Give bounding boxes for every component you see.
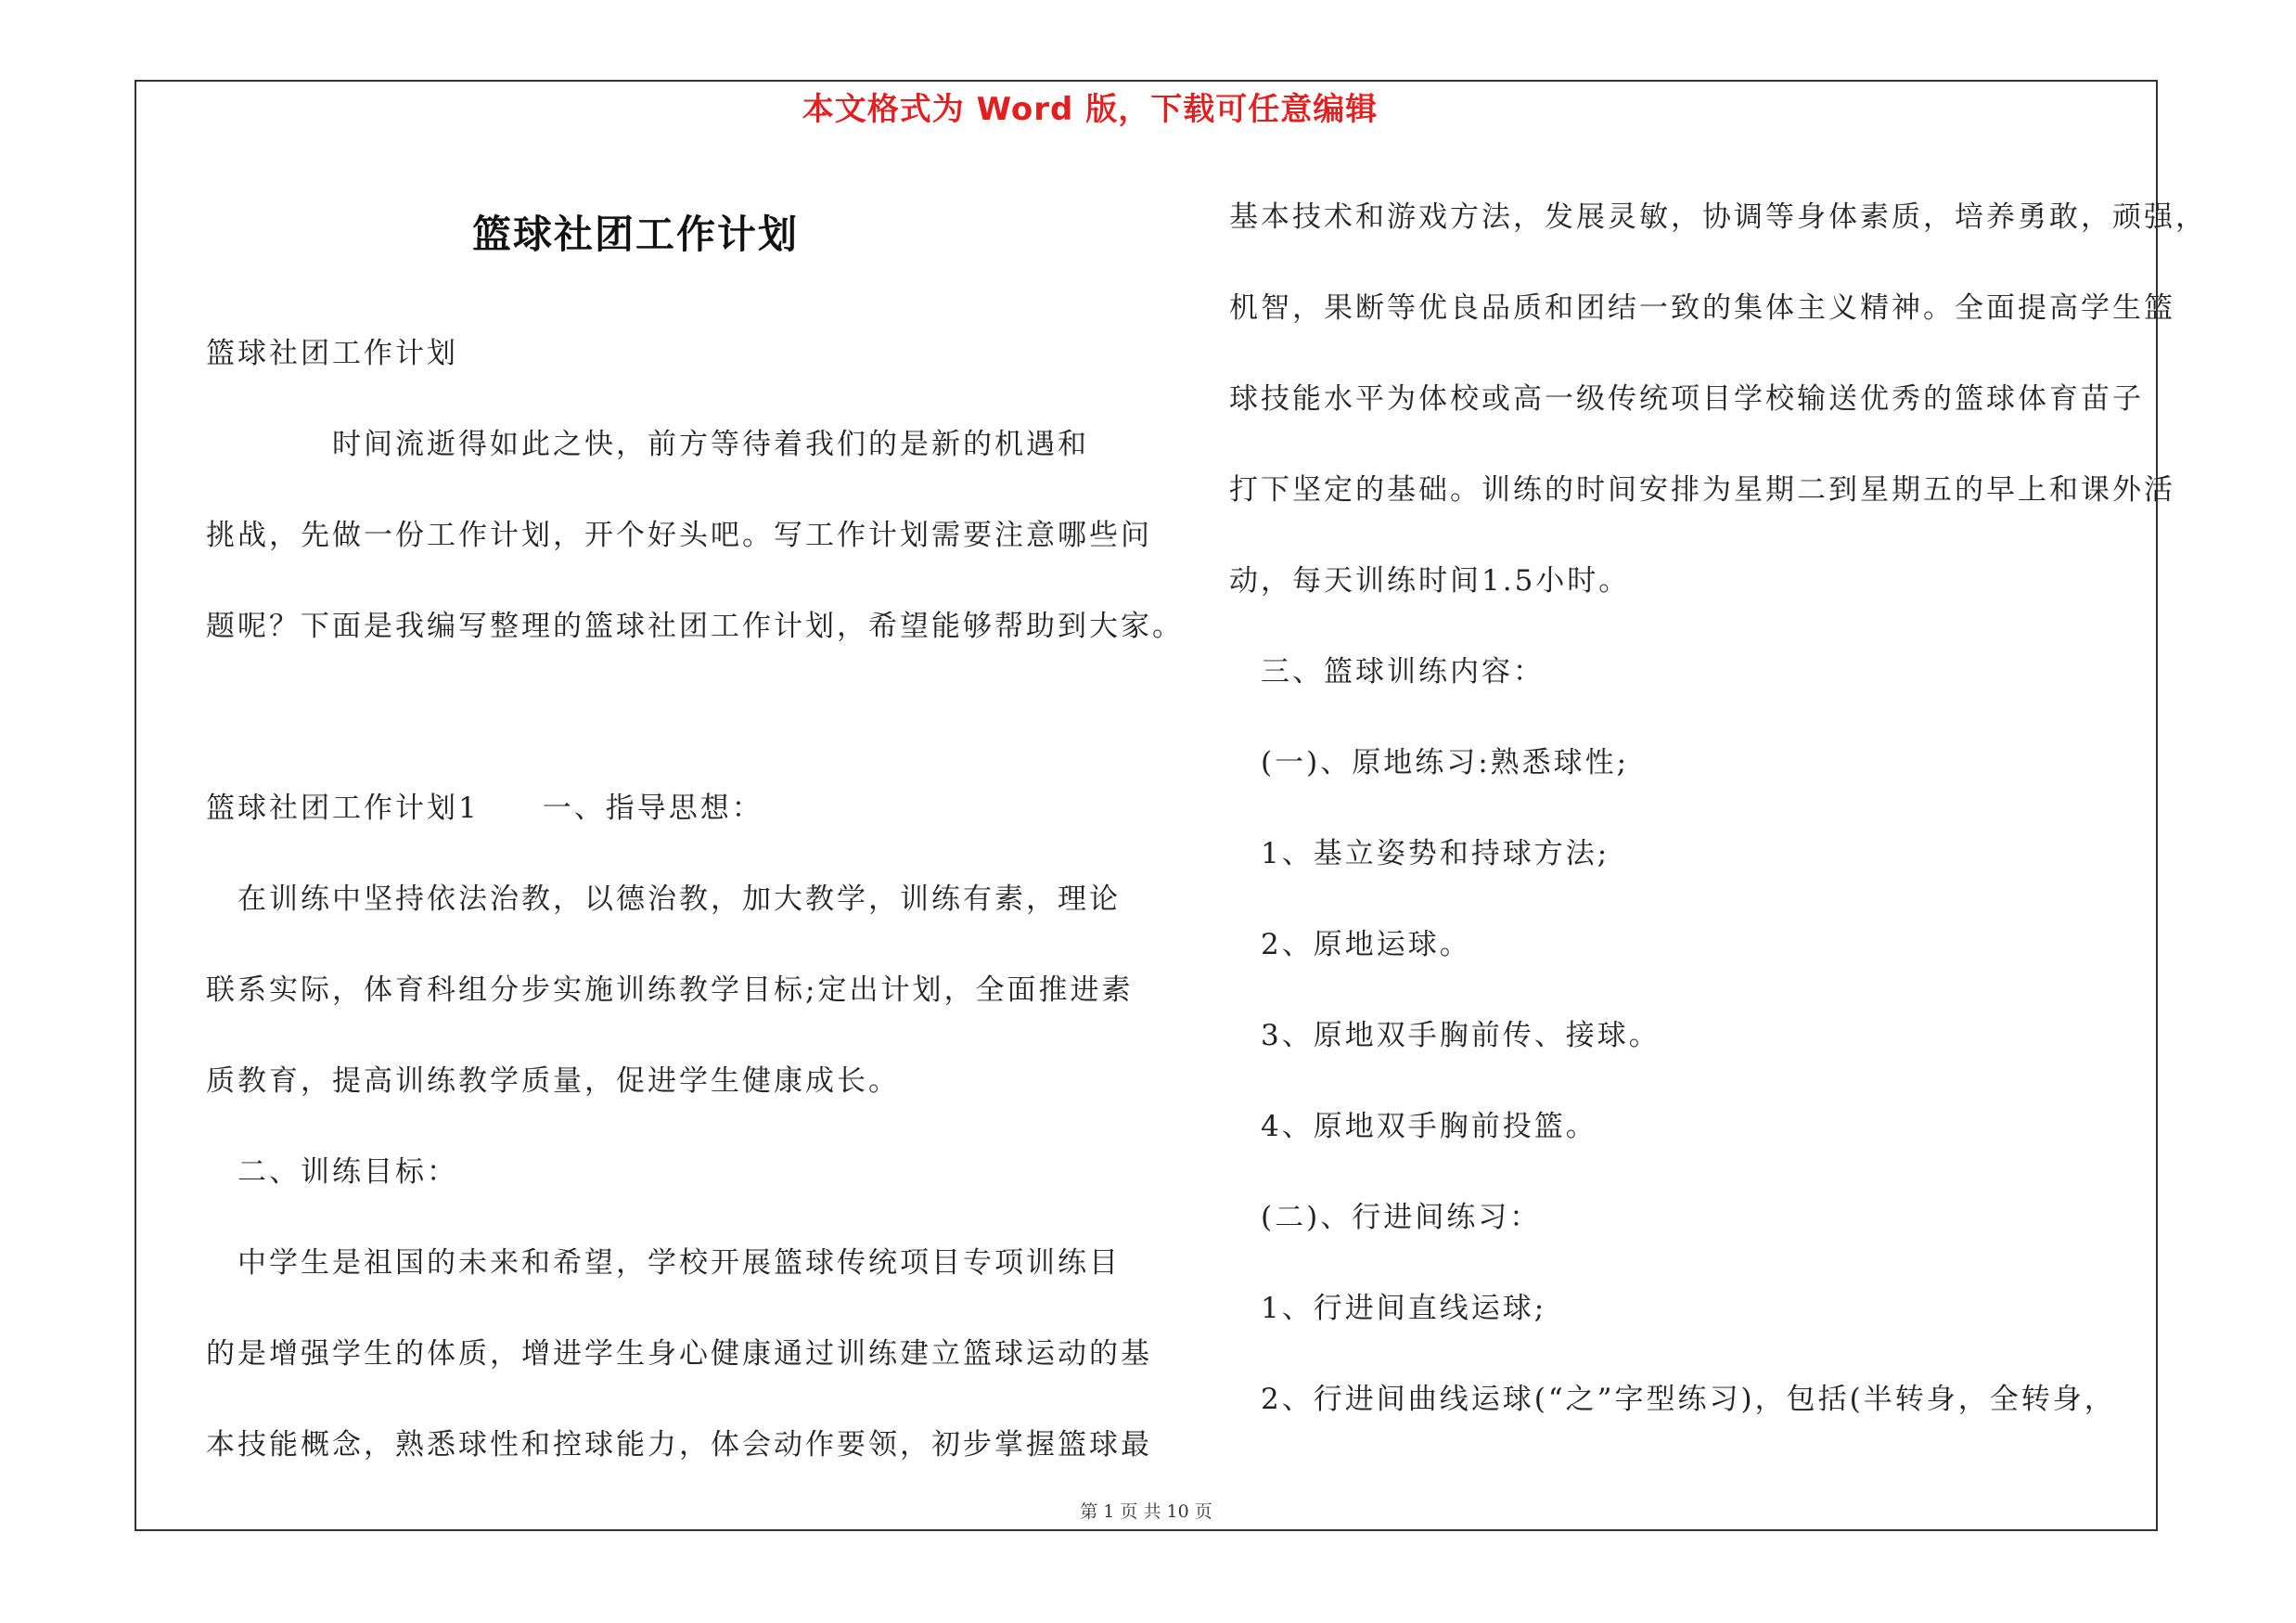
right-paragraph-line: 动，每天训练时间1.5小时。 — [1229, 564, 1631, 598]
right-paragraph-line: 2、行进间曲线运球(“之”字型练习)，包括(半转身，全转身， — [1229, 1383, 2116, 1416]
right-paragraph-line: 三、篮球训练内容： — [1229, 655, 1545, 689]
left-paragraph-line: 的是增强学生的体质，增进学生身心健康通过训练建立篮球运动的基 — [206, 1337, 1152, 1371]
left-paragraph-line: 题呢？下面是我编写整理的篮球社团工作计划，希望能够帮助到大家。 — [206, 610, 1184, 643]
left-paragraph-line: 中学生是祖国的未来和希望，学校开展篮球传统项目专项训练目 — [206, 1246, 1121, 1280]
left-paragraph-line: 二、训练目标： — [206, 1155, 458, 1189]
right-paragraph-line: (二)、行进间练习： — [1229, 1201, 1542, 1234]
left-paragraph-line: 篮球社团工作计划1 一、指导思想： — [206, 792, 763, 825]
left-paragraph-line: 时间流逝得如此之快，前方等待着我们的是新的机遇和 — [206, 428, 1089, 461]
right-paragraph-line: 基本技术和游戏方法，发展灵敏，协调等身体素质，培养勇敢，顽强， — [1229, 200, 2207, 234]
left-paragraph-line: 篮球社团工作计划 — [206, 337, 458, 370]
right-paragraph-line: 机智，果断等优良品质和团结一致的集体主义精神。全面提高学生篮 — [1229, 291, 2175, 325]
left-paragraph-line: 质教育，提高训练教学质量，促进学生健康成长。 — [206, 1064, 900, 1098]
format-notice-banner: 本文格式为 Word 版，下载可任意编辑 — [802, 91, 1379, 128]
right-paragraph-line: 3、原地双手胸前传、接球。 — [1229, 1019, 1661, 1052]
left-paragraph-line: 联系实际，体育科组分步实施训练教学目标;定出计划，全面推进素 — [206, 973, 1134, 1007]
right-paragraph-line: 打下坚定的基础。训练的时间安排为星期二到星期五的早上和课外活 — [1229, 473, 2175, 507]
right-paragraph-line: 1、行进间直线运球; — [1229, 1292, 1547, 1325]
page-number-footer: 第 1 页 共 10 页 — [1080, 1501, 1212, 1522]
left-paragraph-line: 本技能概念，熟悉球性和控球能力，体会动作要领，初步掌握篮球最 — [206, 1428, 1152, 1462]
right-paragraph-line: 2、原地运球。 — [1229, 928, 1471, 961]
right-paragraph-line: (一)、原地练习:熟悉球性; — [1229, 746, 1630, 779]
document-title: 篮球社团工作计划 — [471, 212, 799, 257]
right-paragraph-line: 球技能水平为体校或高一级传统项目学校输送优秀的篮球体育苗子 — [1229, 382, 2144, 416]
left-paragraph-line: 在训练中坚持依法治教，以德治教，加大教学，训练有素，理论 — [206, 882, 1121, 916]
right-paragraph-line: 4、原地双手胸前投篮。 — [1229, 1110, 1597, 1143]
right-paragraph-line: 1、基立姿势和持球方法; — [1229, 837, 1610, 870]
left-paragraph-line: 挑战，先做一份工作计划，开个好头吧。写工作计划需要注意哪些问 — [206, 519, 1152, 552]
